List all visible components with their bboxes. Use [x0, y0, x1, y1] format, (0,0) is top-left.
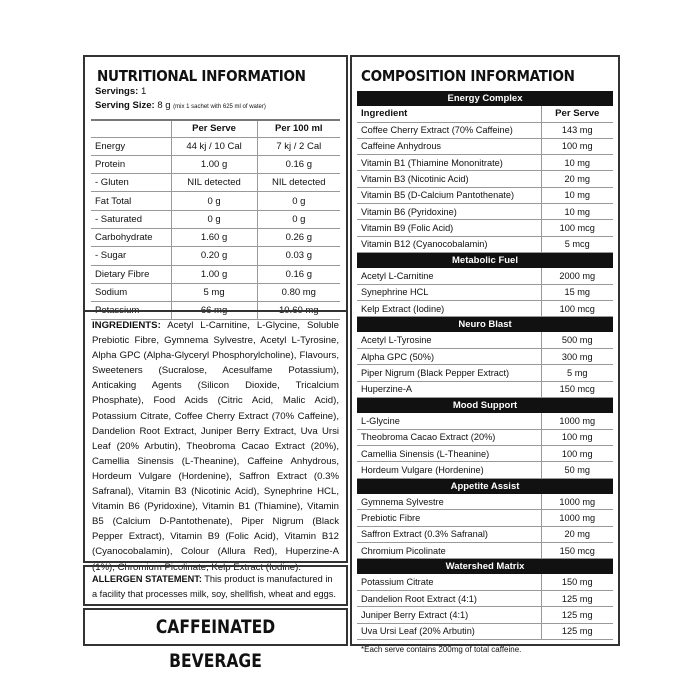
ingredients-text: Acetyl L-Carnitine, L-Glycine, Soluble Prebiotic Fibre, Gymnema Sylvestre, Acetyl L-Tyrosine, Alpha GPC (Alpha-Glyceryl Phosphorylcholine), Flavours, Sweeteners (Sucralose, Acesulfame Potassium), Anticaking Agents (Silicon Dioxide, Tricalcium Phosphate), Food Acids (Citric Acid, Malic Acid), Potassium Citrate, Coffee Cherry Extract (70% Caffeine), Dandelion Root Extract, Juniper Berry Extract, Uva Ursi Leaf (20% Arbutin), Theobroma Cacao Extract (20%), Camellia Sinensis (L-Theanine), Caffeine Anhydrous, Hordeum Vulgare (Hordenine), Saffron Extract (0.3% Safranal), Vitamin B3 (Nicotinic Acid), Synephrine HCL, Vitamin B6 (Pyridoxine), Vitamin B1 (Thiamine), Vitamin B5 (Calcium D-Pantothenate), Piper Nigrum (Black Pepper Extract), Vitamin B9 (Folic Acid), Vitamin B12 (Cyanocobalamin), Colour (Allura Red), Huperzine-A (1%), Chromium Picolinate, Kelp Extract (Iodine).: [92, 320, 339, 573]
nutritional-information-panel: [83, 55, 348, 573]
composition-row: [357, 510, 613, 526]
ingredients-section: [85, 310, 346, 581]
section-header: Energy Complex: [357, 91, 613, 106]
per-100ml-value: 0.16 g: [257, 155, 340, 173]
ingredient-amount: 150 mg: [541, 574, 613, 590]
ingredient-amount: 5 mg: [541, 365, 613, 381]
nutrient-name: Potassium: [91, 302, 171, 320]
ingredient-name: Hordeum Vulgare (Hordenine): [357, 462, 541, 478]
section-header: Watershed Matrix: [357, 559, 613, 574]
ingredient-amount: 20 mg: [541, 526, 613, 542]
composition-table: [357, 413, 613, 479]
per-serve-value: 1.00 g: [171, 155, 257, 173]
ingredient-name: Juniper Berry Extract (4:1): [357, 607, 541, 623]
composition-row: [357, 349, 613, 365]
ingredient-amount: 100 mcg: [541, 220, 613, 236]
composition-row: [357, 187, 613, 203]
composition-row: [357, 446, 613, 462]
composition-row: [357, 543, 613, 559]
per-100ml-value: 0.16 g: [257, 265, 340, 283]
composition-row: [357, 574, 613, 590]
composition-row: [357, 122, 613, 138]
composition-row: [357, 203, 613, 219]
composition-information-panel: [350, 55, 620, 655]
ingredient-name: Acetyl L-Carnitine: [357, 268, 541, 284]
section-header: Neuro Blast: [357, 317, 613, 332]
nutrition-table: [91, 119, 340, 320]
composition-row: [357, 220, 613, 236]
per-serve-value: 5 mg: [171, 283, 257, 301]
ingredient-amount: 100 mg: [541, 138, 613, 154]
allergen-statement: [83, 565, 348, 606]
nutrition-row: [91, 137, 340, 155]
ingredient-name: Theobroma Cacao Extract (20%): [357, 429, 541, 445]
composition-table: [357, 332, 613, 398]
ingredient-name: L-Glycine: [357, 413, 541, 429]
composition-row: [357, 155, 613, 171]
header-blank: [91, 120, 171, 137]
per-100ml-value: 0.26 g: [257, 228, 340, 246]
ingredient-name: Saffron Extract (0.3% Safranal): [357, 526, 541, 542]
composition-sections: [357, 91, 613, 640]
nutrition-row: [91, 228, 340, 246]
ingredient-amount: 125 mg: [541, 623, 613, 639]
ingredient-name: Vitamin B3 (Nicotinic Acid): [357, 171, 541, 187]
composition-row: [357, 413, 613, 429]
nutrient-name: Fat Total: [91, 192, 171, 210]
nutrient-name: Energy: [91, 137, 171, 155]
ingredient-amount: 500 mg: [541, 332, 613, 348]
composition-row: [357, 591, 613, 607]
ingredient-amount: 5 mcg: [541, 236, 613, 252]
nutrient-name: Dietary Fibre: [91, 265, 171, 283]
nutrition-row: [91, 210, 340, 228]
allergen-text: This product is manufactured in a facility that processes milk, soy, shellfish, wheat and eggs.: [92, 574, 336, 599]
composition-row: [357, 365, 613, 381]
ingredient-name: Vitamin B12 (Cyanocobalamin): [357, 236, 541, 252]
composition-row: [357, 623, 613, 639]
ingredient-amount: 1000 mg: [541, 413, 613, 429]
section-header: Mood Support: [357, 398, 613, 413]
ingredient-amount: 300 mg: [541, 349, 613, 365]
serving-note: (mix 1 sachet with 625 ml of water): [173, 104, 266, 110]
nutrient-name: - Gluten: [91, 174, 171, 192]
nutrient-name: Protein: [91, 155, 171, 173]
ingredient-name: Alpha GPC (50%): [357, 349, 541, 365]
header-per-serve: Per Serve: [171, 120, 257, 137]
ingredient-name: Vitamin B1 (Thiamine Mononitrate): [357, 155, 541, 171]
allergen-label: ALLERGEN STATEMENT:: [92, 574, 202, 584]
composition-row: [357, 526, 613, 542]
nutrient-name: - Saturated: [91, 210, 171, 228]
ingredient-amount: 2000 mg: [541, 268, 613, 284]
ingredient-name: Uva Ursi Leaf (20% Arbutin): [357, 623, 541, 639]
per-serve-value: 0.20 g: [171, 247, 257, 265]
nutrition-row: [91, 247, 340, 265]
per-serve-value: 1.60 g: [171, 228, 257, 246]
per-100ml-value: 0 g: [257, 210, 340, 228]
composition-row: [357, 381, 613, 397]
ingredient-amount: 15 mg: [541, 284, 613, 300]
ingredient-amount: 100 mg: [541, 429, 613, 445]
composition-title: COMPOSITION INFORMATION: [361, 67, 575, 85]
ingredient-name: Synephrine HCL: [357, 284, 541, 300]
composition-table: [357, 494, 613, 560]
nutrition-header-row: [91, 120, 340, 137]
ingredient-amount: 150 mcg: [541, 381, 613, 397]
composition-row: [357, 171, 613, 187]
ingredient-name: Gymnema Sylvestre: [357, 494, 541, 510]
per-100ml-value: 0.80 mg: [257, 283, 340, 301]
ingredient-name: Prebiotic Fibre: [357, 510, 541, 526]
ingredients-label: INGREDIENTS:: [92, 320, 161, 331]
ingredient-amount: 150 mcg: [541, 543, 613, 559]
ingredient-amount: 1000 mg: [541, 494, 613, 510]
ingredient-amount: 50 mg: [541, 462, 613, 478]
per-100ml-value: 7 kj / 2 Cal: [257, 137, 340, 155]
ingredient-amount: 143 mg: [541, 122, 613, 138]
nutrition-row: [91, 192, 340, 210]
per-serve-value: NIL detected: [171, 174, 257, 192]
composition-table: [357, 574, 613, 640]
header-ingredient: Ingredient: [357, 106, 541, 122]
nutrition-row: [91, 283, 340, 301]
per-serve-value: 1.00 g: [171, 265, 257, 283]
nutrition-row: [91, 265, 340, 283]
per-100ml-value: 0.03 g: [257, 247, 340, 265]
ingredient-name: Piper Nigrum (Black Pepper Extract): [357, 365, 541, 381]
composition-header-row: [357, 106, 613, 122]
nutrient-name: Sodium: [91, 283, 171, 301]
composition-table: [357, 268, 613, 317]
ingredient-name: Camellia Sinensis (L-Theanine): [357, 446, 541, 462]
composition-row: [357, 268, 613, 284]
ingredient-name: Dandelion Root Extract (4:1): [357, 591, 541, 607]
caffeine-note: *Each serve contains 200mg of total caffeine.: [361, 645, 522, 655]
serving-size: [95, 99, 340, 114]
nutrition-row: [91, 174, 340, 192]
section-header: Appetite Assist: [357, 479, 613, 494]
per-100ml-value: NIL detected: [257, 174, 340, 192]
composition-row: [357, 494, 613, 510]
section-header: Metabolic Fuel: [357, 253, 613, 268]
ingredient-amount: 125 mg: [541, 607, 613, 623]
composition-row: [357, 429, 613, 445]
per-100ml-value: 10.60 mg: [257, 302, 340, 320]
ingredient-amount: 100 mcg: [541, 300, 613, 316]
per-serve-value: 66 mg: [171, 302, 257, 320]
beverage-label: CAFFEINATED BEVERAGE: [155, 616, 276, 672]
per-serve-value: 0 g: [171, 210, 257, 228]
ingredient-name: Acetyl L-Tyrosine: [357, 332, 541, 348]
composition-row: [357, 138, 613, 154]
ingredient-amount: 125 mg: [541, 591, 613, 607]
ingredient-amount: 20 mg: [541, 171, 613, 187]
ingredient-name: Kelp Extract (Iodine): [357, 300, 541, 316]
ingredient-amount: 100 mg: [541, 446, 613, 462]
composition-row: [357, 607, 613, 623]
ingredient-amount: 1000 mg: [541, 510, 613, 526]
nutrition-title: NUTRITIONAL INFORMATION: [97, 67, 306, 85]
header-per-100ml: Per 100 ml: [257, 120, 340, 137]
nutrient-name: Carbohydrate: [91, 228, 171, 246]
composition-row: [357, 236, 613, 252]
composition-row: [357, 462, 613, 478]
caffeinated-beverage-banner: [83, 608, 348, 672]
per-serve-value: 44 kj / 10 Cal: [171, 137, 257, 155]
ingredient-amount: 10 mg: [541, 203, 613, 219]
ingredient-amount: 10 mg: [541, 187, 613, 203]
ingredient-name: Potassium Citrate: [357, 574, 541, 590]
ingredient-name: Caffeine Anhydrous: [357, 138, 541, 154]
nutrient-name: - Sugar: [91, 247, 171, 265]
servings-value: 1: [140, 86, 147, 97]
composition-row: [357, 284, 613, 300]
servings: [95, 85, 340, 99]
ingredient-name: Chromium Picolinate: [357, 543, 541, 559]
composition-table: [357, 106, 613, 253]
serving-size-label: Serving Size:: [95, 100, 155, 111]
per-100ml-value: 0 g: [257, 192, 340, 210]
ingredient-name: Vitamin B6 (Pyridoxine): [357, 203, 541, 219]
header-per-serve: Per Serve: [541, 106, 613, 122]
composition-row: [357, 332, 613, 348]
ingredient-name: Vitamin B5 (D-Calcium Pantothenate): [357, 187, 541, 203]
composition-row: [357, 300, 613, 316]
ingredient-name: Huperzine-A: [357, 381, 541, 397]
nutrition-row: [91, 155, 340, 173]
per-serve-value: 0 g: [171, 192, 257, 210]
serving-size-value: 8 g: [157, 100, 171, 111]
servings-label: Servings:: [95, 86, 139, 97]
ingredient-name: Vitamin B9 (Folic Acid): [357, 220, 541, 236]
ingredient-name: Coffee Cherry Extract (70% Caffeine): [357, 122, 541, 138]
ingredient-amount: 10 mg: [541, 155, 613, 171]
